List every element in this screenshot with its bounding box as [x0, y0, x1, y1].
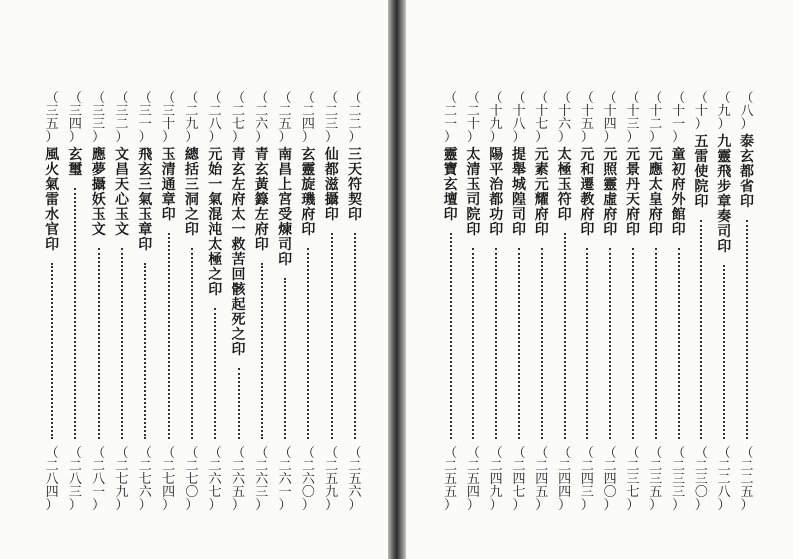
entry-number: （ 二 一 ） [444, 91, 458, 145]
leader-dots [746, 220, 748, 439]
toc-entry [274, 92, 296, 512]
entry-page-number: （ 二 二 八 ） [717, 446, 731, 513]
entry-title: 五 雷 使 院 印 [694, 134, 709, 210]
entry-title: 南 昌 上 宮 受 煉 司 印 [278, 147, 293, 268]
entry-number: （ 八 ） [740, 91, 754, 132]
entry-page-number: （ 二 六 七 ） [208, 446, 222, 513]
entry-title: 飛 玄 三 氣 玉 章 印 [138, 147, 153, 253]
leader-dots [74, 188, 76, 439]
toc-entry [440, 92, 462, 512]
leader-dots [98, 248, 100, 439]
toc-entry [204, 92, 226, 512]
entry-number: （ 三 四 ） [68, 91, 82, 145]
entry-title: 風 火 氣 雷 水 官 印 [45, 147, 60, 253]
entry-title: 陽 平 治 都 功 印 [489, 147, 504, 238]
leader-dots [121, 248, 123, 439]
entry-page-number: （ 二 四 九 ） [489, 446, 503, 513]
leader-dots [168, 233, 170, 439]
entry-title: 泰 玄 都 省 印 [740, 134, 754, 210]
entry-number: （ 二 六 ） [255, 91, 269, 145]
entry-page-number: （ 二 五 六 ） [348, 446, 362, 513]
entry-page-number: （ 二 四 五 ） [535, 446, 549, 513]
leader-dots [331, 233, 333, 439]
toc-entry [713, 92, 735, 512]
toc-entry [158, 92, 180, 512]
entry-number: （ 三 二 ） [115, 91, 129, 145]
entry-title: 應 夢 攝 妖 玉 文 [91, 147, 106, 238]
entry-title: 靈 寶 玄 壇 印 [443, 147, 458, 223]
entry-number: （ 十 三 ） [626, 91, 640, 145]
toc-entry [344, 92, 366, 512]
entry-title: 玉 清 通 章 印 [161, 147, 176, 223]
toc-entry [690, 92, 712, 512]
entry-page-number: （ 二 三 五 ） [649, 446, 663, 513]
entry-title: 提 舉 城 隍 司 印 [512, 147, 526, 238]
entry-number: （ 十 七 ） [535, 91, 549, 145]
toc-entry [88, 92, 110, 512]
entry-number: （ 三 五 ） [45, 91, 59, 145]
entry-title: 文 昌 天 心 玉 文 [115, 147, 129, 238]
entry-number: （ 三 三 ） [92, 91, 106, 145]
leader-dots [51, 263, 53, 439]
entry-page-number: （ 二 四 〇 ） [603, 446, 617, 513]
entry-page-number: （ 二 七 四 ） [162, 446, 176, 513]
entry-title: 青 玄 左 府 太 一 救 苦 回 骸 起 死 之 印 [231, 147, 246, 358]
leader-dots [261, 263, 263, 439]
toc-entry [576, 92, 598, 512]
leader-dots [191, 248, 193, 439]
toc-entry [134, 92, 156, 512]
entry-title: 太 清 玉 司 院 印 [466, 147, 481, 238]
entry-page-number: （ 二 二 五 ） [740, 446, 754, 513]
entry-title: 元 應 太 皇 府 印 [648, 147, 663, 238]
entry-title: 元 景 丹 天 府 印 [626, 147, 640, 238]
entry-title: 元 照 靈 虛 府 印 [603, 147, 618, 238]
book-gutter [388, 0, 406, 559]
entry-number: （ 十 二 ） [649, 91, 663, 145]
toc-entry [297, 92, 319, 512]
toc-entry [485, 92, 507, 512]
toc-entry [622, 92, 644, 512]
entry-title: 青 玄 黃 籙 左 府 印 [254, 147, 269, 253]
entry-title: 玄 靈 旋 璣 府 印 [301, 147, 316, 238]
entry-number: （ 二 九 ） [185, 91, 199, 145]
toc-entry [668, 92, 690, 512]
entry-number: （ 二 七 ） [231, 91, 245, 145]
entry-page-number: （ 二 六 五 ） [231, 446, 245, 513]
toc-entry [554, 92, 576, 512]
entry-page-number: （ 二 八 一 ） [92, 446, 106, 513]
leader-dots [214, 308, 216, 439]
entry-number: （ 二 十 ） [466, 91, 480, 145]
entry-number: （ 二 五 ） [278, 91, 292, 145]
entry-page-number: （ 二 七 六 ） [138, 446, 152, 513]
entry-title: 總 括 三 洞 之 印 [184, 147, 199, 238]
toc-entry [41, 92, 63, 512]
entry-number: （ 九 ） [717, 91, 731, 132]
entry-title: 元 素 元 耀 府 印 [534, 147, 549, 238]
entry-number: （ 十 九 ） [489, 91, 503, 145]
entry-number: （ 十 四 ） [603, 91, 617, 145]
entry-title: 仙 都 滋 攝 印 [324, 147, 339, 223]
leader-dots [354, 233, 356, 439]
toc-entry [462, 92, 484, 512]
toc-entry [181, 92, 203, 512]
entry-page-number: （ 二 三 三 ） [672, 446, 686, 513]
entry-number: （ 二 八 ） [208, 91, 222, 145]
entry-page-number: （ 二 八 四 ） [45, 446, 59, 513]
leader-dots [238, 368, 240, 439]
leader-dots [678, 248, 680, 439]
leader-dots [144, 263, 146, 439]
entry-number: （ 十 八 ） [512, 91, 526, 145]
entry-page-number: （ 二 六 三 ） [255, 446, 269, 513]
left-page [0, 0, 388, 559]
entry-page-number: （ 二 四 四 ） [558, 446, 572, 513]
leader-dots [586, 248, 588, 439]
toc-entry [736, 92, 758, 512]
entry-title: 元 始 一 氣 混 沌 太 極 之 印 [208, 147, 223, 298]
entry-page-number: （ 二 三 〇 ） [694, 446, 708, 513]
toc-entry [321, 92, 343, 512]
entry-page-number: （ 二 五 五 ） [444, 446, 458, 513]
leader-dots [450, 233, 452, 439]
toc-entry [599, 92, 621, 512]
toc-entry [508, 92, 530, 512]
toc-entry [64, 92, 86, 512]
toc-entry [645, 92, 667, 512]
entry-title: 童 初 府 外 館 印 [671, 147, 686, 238]
entry-page-number: （ 二 五 九 ） [325, 446, 339, 513]
entry-number: （ 十 ） [694, 91, 708, 132]
entry-number: （ 三 十 ） [162, 91, 176, 145]
leader-dots [723, 265, 725, 439]
entry-number: （ 二 三 ） [325, 91, 339, 145]
entry-page-number: （ 二 四 三 ） [580, 446, 594, 513]
toc-entry [531, 92, 553, 512]
entry-number: （ 二 二 ） [348, 91, 362, 145]
leader-dots [700, 220, 702, 439]
leader-dots [609, 248, 611, 439]
entry-number: （ 十 五 ） [580, 91, 594, 145]
leader-dots [472, 248, 474, 439]
entry-page-number: （ 二 七 九 ） [115, 446, 129, 513]
leader-dots [564, 233, 566, 439]
leader-dots [518, 248, 520, 439]
entry-page-number: （ 二 三 七 ） [626, 446, 640, 513]
entry-title: 九 靈 飛 步 章 奏 司 印 [717, 134, 732, 255]
entry-title: 元 和 遷 教 府 印 [580, 147, 595, 238]
toc-entry [228, 92, 250, 512]
leader-dots [541, 248, 543, 439]
entry-title: 三 天 符 契 印 [348, 147, 362, 223]
entry-page-number: （ 二 八 三 ） [68, 446, 82, 513]
leader-dots [284, 278, 286, 439]
entry-number: （ 三 一 ） [138, 91, 152, 145]
entry-title: 玄 璽 [68, 147, 83, 178]
leader-dots [307, 248, 309, 439]
leader-dots [495, 248, 497, 439]
entry-number: （ 十 一 ） [672, 91, 686, 145]
entry-page-number: （ 二 七 〇 ） [185, 446, 199, 513]
entry-page-number: （ 二 六 〇 ） [301, 446, 315, 513]
entry-page-number: （ 二 六 一 ） [278, 446, 292, 513]
entry-page-number: （ 二 五 四 ） [466, 446, 480, 513]
entry-title: 太 極 玉 符 印 [557, 147, 572, 223]
entry-number: （ 二 四 ） [301, 91, 315, 145]
toc-entry [111, 92, 133, 512]
toc-entry [251, 92, 273, 512]
entry-page-number: （ 二 四 七 ） [512, 446, 526, 513]
leader-dots [632, 248, 634, 439]
right-page [406, 0, 793, 559]
leader-dots [655, 248, 657, 439]
entry-number: （ 十 六 ） [558, 91, 572, 145]
